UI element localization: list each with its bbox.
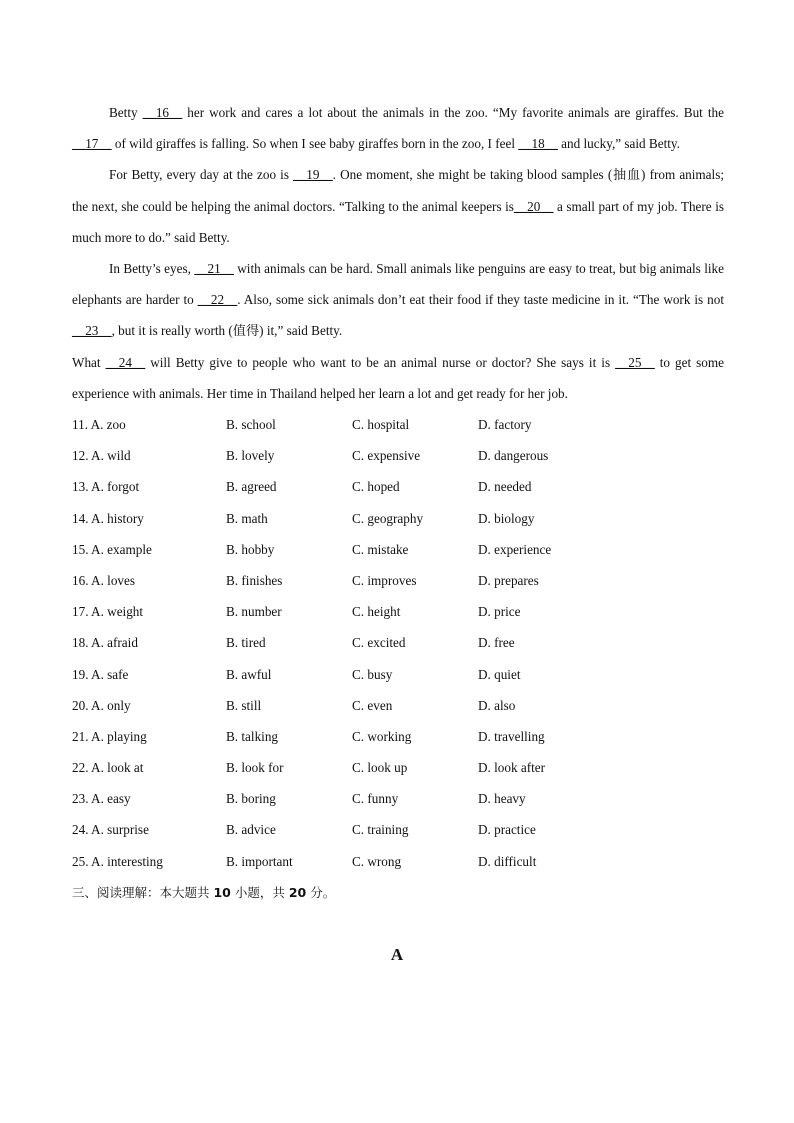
option-c: C. excited xyxy=(352,635,406,651)
option-c: C. height xyxy=(352,604,401,620)
text: For Betty, every day at the zoo is xyxy=(109,167,294,183)
option-c: C. improves xyxy=(352,572,417,588)
text: In Betty’s eyes, xyxy=(109,261,195,277)
passage-paragraph-2 xyxy=(72,159,724,253)
option-row xyxy=(72,814,724,845)
option-row xyxy=(72,659,724,690)
option-b: B. advice xyxy=(226,822,276,838)
option-d: D. also xyxy=(478,697,516,713)
blank-20: __20__ xyxy=(513,198,554,214)
option-c: C. funny xyxy=(352,791,399,807)
option-b: B. number xyxy=(226,604,282,620)
option-c: C. mistake xyxy=(352,541,409,557)
blank-21: __21__ xyxy=(194,261,234,277)
passage-paragraph-3 xyxy=(72,253,724,347)
option-b: B. lovely xyxy=(226,448,275,464)
option-row xyxy=(72,721,724,752)
option-b: B. talking xyxy=(226,728,279,744)
option-d: D. travelling xyxy=(478,728,545,744)
option-a: 20. A. only xyxy=(72,697,131,713)
document-page xyxy=(72,97,725,964)
part-title: A xyxy=(390,945,404,964)
text: 小题，共 xyxy=(230,884,289,900)
option-a: 23. A. easy xyxy=(72,791,131,807)
text: with animals can be hard. Small animals like penguins are easy to treat, but big animals like elephants are harder to xyxy=(72,261,724,308)
option-c: C. look up xyxy=(352,760,408,776)
option-b: B. awful xyxy=(226,666,272,682)
option-c: C. geography xyxy=(352,510,424,526)
option-b: B. math xyxy=(226,510,268,526)
option-a: 11. A. zoo xyxy=(72,417,126,433)
text: of wild giraffes is falling. So when I see baby giraffes born in the zoo, I feel xyxy=(111,136,519,152)
option-b: B. important xyxy=(226,853,293,869)
option-a: 12. A. wild xyxy=(72,448,131,464)
option-c: C. even xyxy=(352,697,393,713)
option-a: 19. A. safe xyxy=(72,666,129,682)
text: Betty xyxy=(109,105,143,120)
option-b: B. look for xyxy=(226,760,284,776)
text: What xyxy=(72,354,106,370)
option-a: 13. A. forgot xyxy=(72,479,140,495)
option-a: 22. A. look at xyxy=(72,760,144,776)
blank-25: __25__ xyxy=(615,354,655,370)
option-a: 15. A. example xyxy=(72,541,152,557)
text: . One moment, she might be taking blood samples (抽血) from animals; the next, she could be helping the animal doctors. “Talking to the animal keepers is xyxy=(72,167,725,214)
option-d: D. look after xyxy=(478,760,546,776)
option-row xyxy=(72,752,724,783)
option-c: C. hospital xyxy=(352,417,410,433)
option-a: 14. A. history xyxy=(72,510,144,526)
option-d: D. factory xyxy=(478,417,532,433)
blank-17: __17__ xyxy=(72,136,112,152)
option-b: B. agreed xyxy=(226,479,277,495)
option-d: D. needed xyxy=(478,479,532,495)
option-c: C. busy xyxy=(352,666,393,682)
option-d: D. difficult xyxy=(478,853,537,869)
option-row xyxy=(72,534,724,565)
option-c: C. working xyxy=(352,728,412,744)
option-row xyxy=(72,627,724,658)
score-total: 20 xyxy=(288,884,307,900)
option-b: B. still xyxy=(226,697,262,713)
option-a: 25. A. interesting xyxy=(72,853,163,869)
blank-16: __16__ xyxy=(142,105,183,120)
option-b: B. boring xyxy=(226,791,276,807)
option-b: B. tired xyxy=(226,635,266,651)
section-heading xyxy=(72,877,724,908)
text: and lucky,” said Betty. xyxy=(557,136,680,152)
option-d: D. experience xyxy=(478,541,552,557)
blank-23: __23__ xyxy=(72,323,112,339)
option-a: 21. A. playing xyxy=(72,728,147,744)
option-b: B. hobby xyxy=(226,541,275,557)
option-d: D. practice xyxy=(478,822,536,838)
option-c: C. hoped xyxy=(352,479,400,495)
option-d: D. biology xyxy=(478,510,535,526)
option-row xyxy=(72,440,724,471)
option-d: D. price xyxy=(478,604,521,620)
option-d: D. dangerous xyxy=(478,448,549,464)
passage-paragraph-4 xyxy=(72,347,724,409)
option-a: 18. A. afraid xyxy=(72,635,138,651)
question-count: 10 xyxy=(213,884,231,900)
option-d: D. heavy xyxy=(478,791,526,807)
option-c: C. wrong xyxy=(352,853,402,869)
passage-paragraph-1 xyxy=(72,97,724,159)
option-row xyxy=(72,846,724,877)
text: . Also, some sick animals don’t eat their food if they taste medicine in it. “The work is not xyxy=(237,292,724,308)
blank-19: __19__ xyxy=(293,167,333,183)
option-row xyxy=(72,565,724,596)
option-row xyxy=(72,471,724,502)
text: , but it is really worth (值得) it,” said Betty. xyxy=(111,323,343,339)
blank-22: __22__ xyxy=(197,292,238,308)
option-a: 16. A. loves xyxy=(72,572,136,588)
option-b: B. finishes xyxy=(226,572,283,588)
option-row xyxy=(72,409,724,440)
option-row xyxy=(72,690,724,721)
option-row xyxy=(72,783,724,814)
option-d: D. prepares xyxy=(478,572,539,588)
option-c: C. expensive xyxy=(352,448,421,464)
option-a: 17. A. weight xyxy=(72,604,144,620)
blank-18: __18__ xyxy=(518,136,558,152)
text: her work and cares a lot about the animals in the zoo. “My favorite animals are giraffes. But the xyxy=(182,105,725,120)
option-d: D. free xyxy=(478,635,515,651)
option-b: B. school xyxy=(226,417,276,433)
text: a small part of my job. There is much more to do.” said Betty. xyxy=(72,198,724,245)
blank-24: __24__ xyxy=(105,354,146,370)
text: will Betty give to people who want to be an animal nurse or doctor? She says it is xyxy=(145,354,616,370)
text: to get some experience with animals. Her time in Thailand helped her learn a lot and get ready for her job. xyxy=(72,354,724,401)
option-row xyxy=(72,596,724,627)
option-row xyxy=(72,503,724,534)
options-list xyxy=(72,409,724,877)
option-a: 24. A. surprise xyxy=(72,822,149,838)
option-d: D. quiet xyxy=(478,666,521,682)
option-c: C. training xyxy=(352,822,409,838)
text: 三、阅读理解：本大题共 xyxy=(72,884,214,900)
text: 分。 xyxy=(306,884,336,900)
